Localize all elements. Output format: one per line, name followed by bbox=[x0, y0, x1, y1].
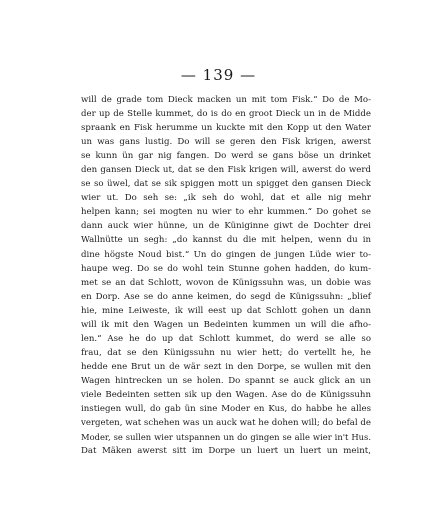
text-line: en Dorp. Ase se do anne keimen, do segd de Künigssuhn: „blief bbox=[81, 291, 371, 302]
text-line: Wagen hintrecken un se holen. Do spannt se auck glick an un bbox=[81, 375, 371, 386]
text-line: helpen kann; sei mogten nu wier to ehr kummen.“ Do gohet se bbox=[81, 207, 371, 218]
text-line: dine högste Noud bist.“ Un do gingen de jungen Lüde wier to- bbox=[81, 249, 371, 260]
text-line: se so üwel, dat se sik spiggen mott un spigget den gansen Dieck bbox=[81, 179, 371, 190]
text-line: wier ut. Do seh se: „ik seh do wohl, dat et alle nig mehr bbox=[81, 193, 371, 204]
text-line: hie, mine Leiweste, ik will eest up dat Schlott gohen un dann bbox=[81, 305, 371, 316]
text-line: den gansen Dieck ut, dat se den Fisk krigen will, awerst do werd bbox=[81, 165, 371, 176]
text-line: se kunn ün gar nig fangen. Do werd se gans böse un drinket bbox=[81, 151, 371, 162]
text-line: will de grade tom Dieck macken un mit tom Fisk.“ Do de Mo- bbox=[81, 95, 371, 105]
text-line: der up de Stelle kummet, do is do en groot Dieck un in de Midde bbox=[81, 109, 371, 120]
text-line: len.“ Ase he do up dat Schlott kummet, do werd se alle so bbox=[81, 333, 371, 344]
text-line: frau, dat se den Künigssuhn nu wier hett; do vertellt he, he bbox=[81, 347, 371, 358]
body-text bbox=[81, 93, 371, 458]
text-line: met se an dat Schlott, wovon de Künigssuhn was, un dobie was bbox=[81, 277, 371, 288]
text-line: Wallnütte un segh: „do kannst du die mit helpen, wenn du in bbox=[81, 235, 371, 246]
text-line: dann auck wier hünne, un de Küniginne giwt de Dochter drei bbox=[81, 221, 371, 232]
text-line: haupe weg. Do se do wohl tein Stunne gohen hadden, do kum- bbox=[81, 263, 371, 274]
page-number: — 139 — bbox=[180, 66, 257, 84]
text-line: hedde ene Brut un de wär sezt in den Dorpe, se wullen mit den bbox=[81, 361, 371, 372]
text-line: Moder, se sullen wier utspannen un do gingen se alle wier in't Hus. bbox=[81, 432, 371, 443]
text-line: viele Bedeinten setten sik up den Wagen. Ase do de Künigssuhn bbox=[81, 389, 371, 400]
text-line: vergeten, wat schehen was un auck wat he dohen will; do befal de bbox=[81, 418, 371, 429]
text-line: Dat Mäken awerst sitt im Dorpe un luert un luert un meint, bbox=[81, 446, 371, 457]
text-line: un was gans lustig. Do will se geren den Fisk krigen, awerst bbox=[81, 137, 371, 148]
text-line: instiegen wull, do gab ün sine Moder en Kus, do habbe he alles bbox=[81, 404, 371, 415]
text-line: will ik mit den Wagen un Bedeinten kummen un will die afho- bbox=[81, 319, 371, 330]
text-line: spraank en Fisk herumme un kuckte mit den Kopp ut den Water bbox=[81, 123, 371, 134]
